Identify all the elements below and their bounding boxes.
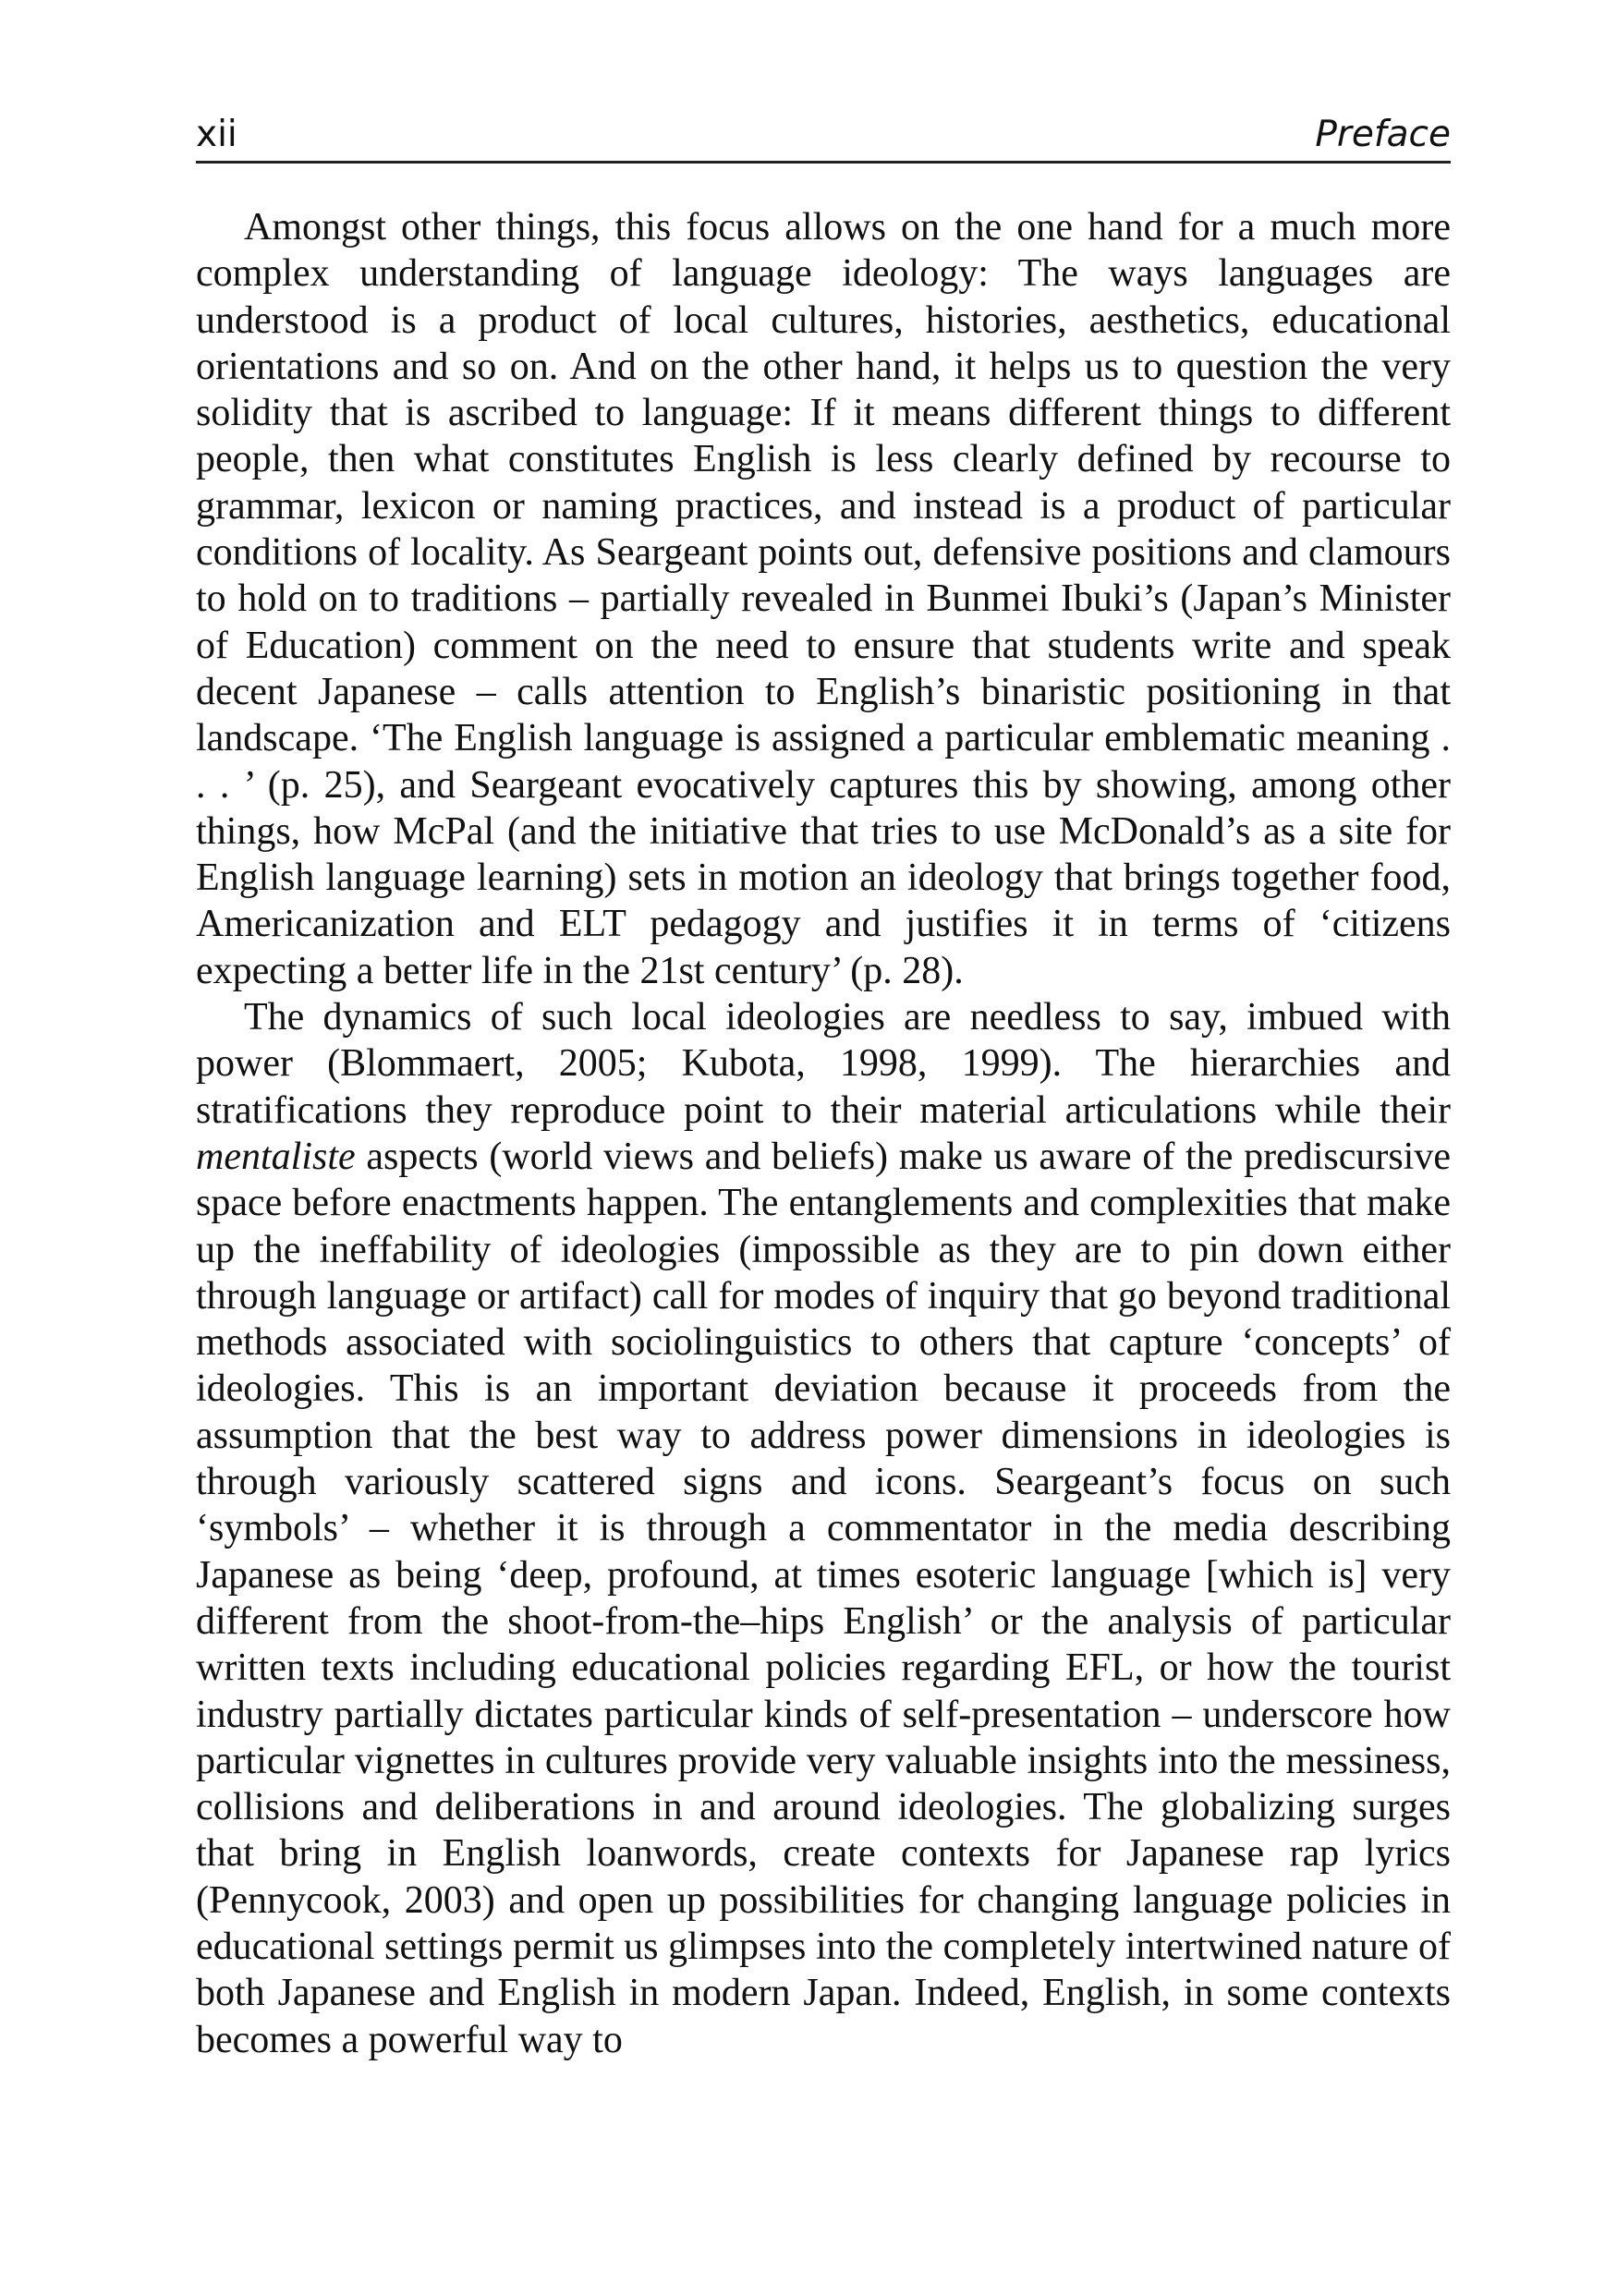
body-text	[196, 204, 1451, 2063]
paragraph-2	[196, 994, 1451, 2063]
page-header	[196, 109, 1451, 164]
paragraph-2-italic-term: mentaliste	[196, 1135, 356, 1178]
page-number: xii	[196, 114, 237, 155]
paragraph-2-text-start: The dynamics of such local ideologies are needless to say, imbued with power (Blommaert, 2005; Kubota, 1998, 1999). The hierarchies and stratifications they reproduce point to their material articulations while their	[196, 996, 1451, 1132]
paragraph-2-text-end: aspects (world views and beliefs) make us aware of the prediscursive space before enactments happen. The entanglements and complexities that make up the ineffability of ideologies (impossible as they are to pin down either through language or artifact) call for modes of inquiry that go beyond traditional methods associated with sociolinguistics to others that capture ‘concepts’ of ideologies. This is an important deviation because it proceeds from the assumption that the best way to address power dimensions in ideologies is through variously scattered signs and icons. Seargeant’s focus on such ‘symbols’ – whether it is through a commentator in the media describing Japanese as being ‘deep, profound, at times esoteric language [which is] very different from the shoot-from-the–hips English’ or the analysis of particular written texts including educational policies regarding EFL, or how the tourist industry partially dictates particular kinds of self-presentation – underscore how particular vignettes in cultures provide very valuable insights into the messiness, collisions and deliberations in and around ideologies. The globalizing surges that bring in English loanwords, create contexts for Japanese rap lyrics (Pennycook, 2003) and open up possibilities for changing language policies in educational settings permit us glimpses into the completely intertwined nature of both Japanese and English in modern Japan. Indeed, English, in some contexts becomes a powerful way to	[196, 1135, 1451, 2061]
paragraph-1-text: Amongst other things, this focus allows on the one hand for a much more complex understanding of language ideology: The ways languages are understood is a product of local cultures, histories, aesthetics, educational orientations and so on. And on the other hand, it helps us to question the very solidity that is ascribed to language: If it means different things to different people, then what constitutes English is less clearly defined by recourse to grammar, lexicon or naming practices, and instead is a product of particular conditions of locality. As Seargeant points out, defensive positions and clamours to hold on to traditions – partially revealed in Bunmei Ibuki’s (Japan’s Minister of Education) comment on the need to ensure that students write and speak decent Japanese – calls attention to English’s binaristic positioning in that landscape. ‘The English language is assigned a particular emblematic meaning . . . ’ (p. 25), and Seargeant evocatively captures this by showing, among other things, how McPal (and the initiative that tries to use McDonald’s as a site for English language learning) sets in motion an ideology that brings together food, Americanization and ELT pedagogy and justifies it in terms of ‘citizens expecting a better life in the 21st century’ (p. 28).	[196, 206, 1451, 992]
paragraph-1	[196, 204, 1451, 994]
running-head: Preface	[1315, 114, 1451, 155]
